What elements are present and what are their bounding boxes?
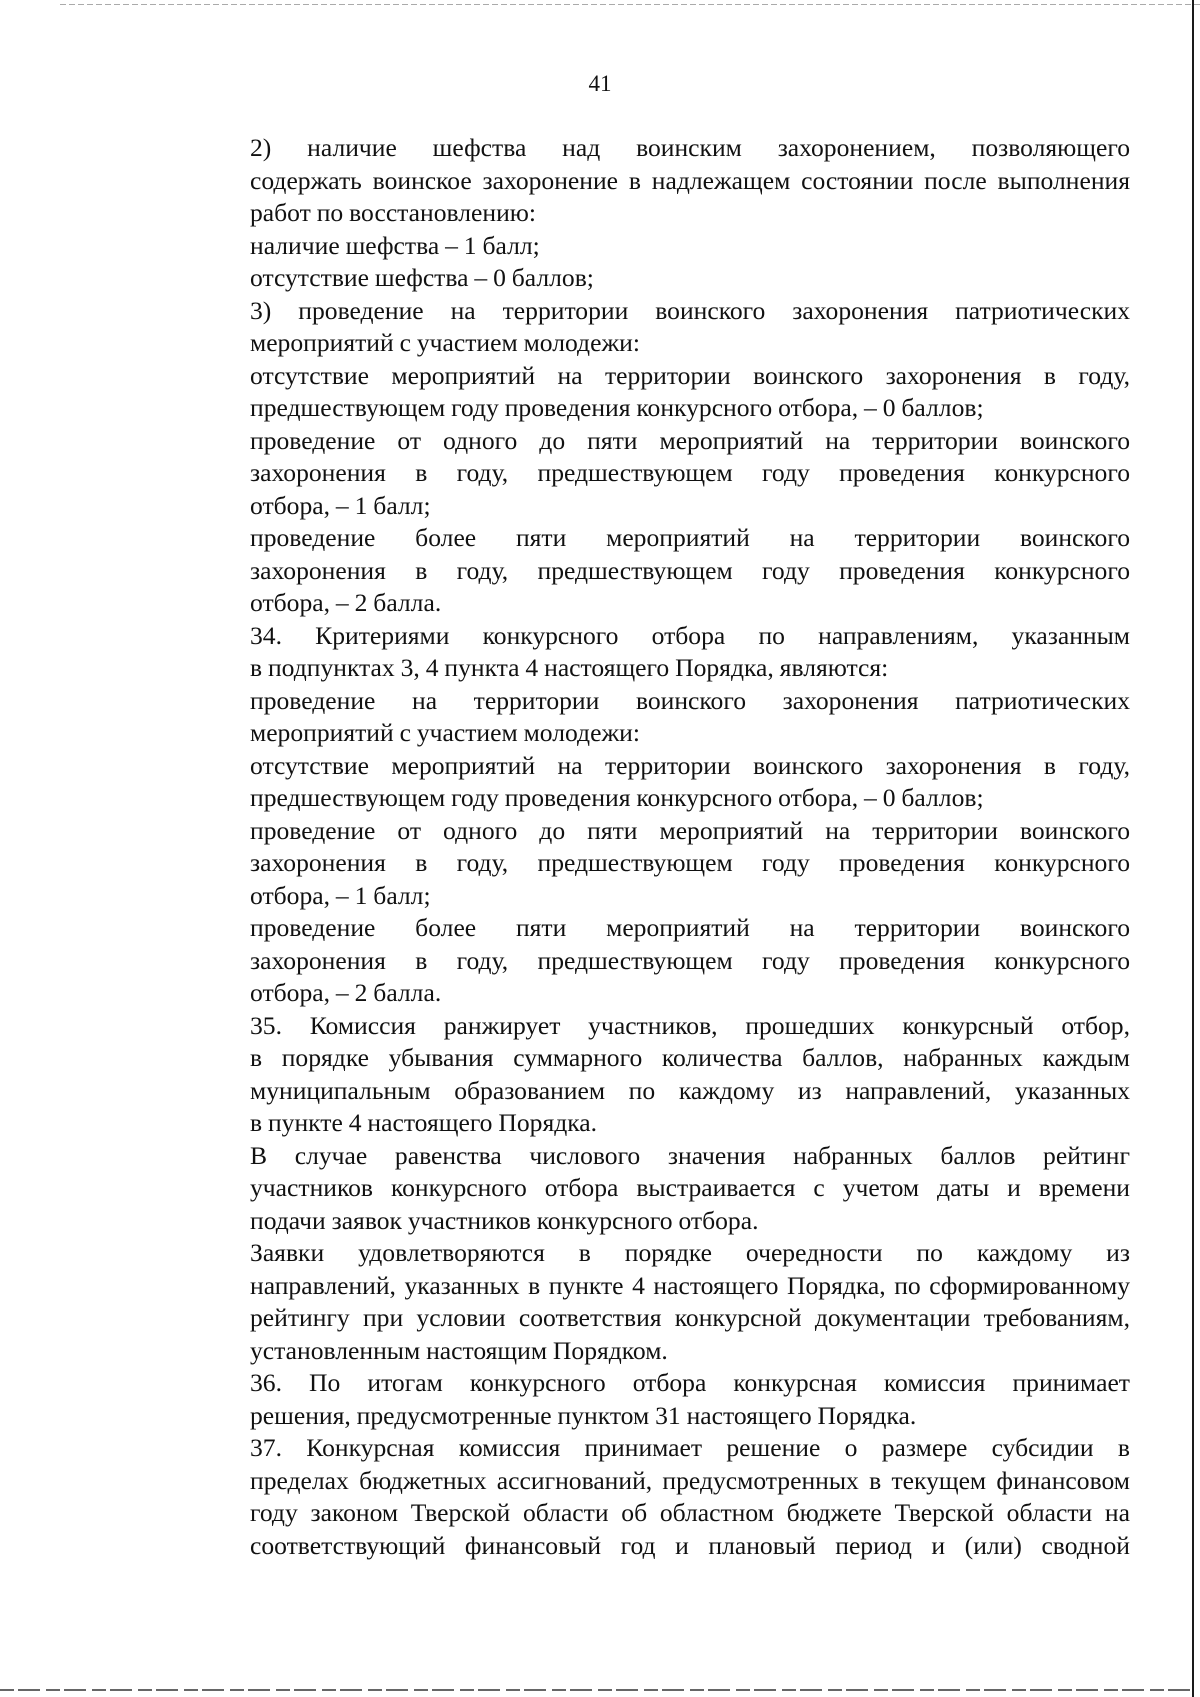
text-line: 36. По итогам конкурсного отбора конкурсная комиссия принимает	[250, 1368, 1130, 1397]
text-line: в порядке убывания суммарного количества баллов, набранных каждым	[250, 1043, 1130, 1072]
paragraph	[177, 815, 1130, 913]
text-line: отбора, – 2 балла.	[250, 588, 442, 617]
scan-edge-bottom	[0, 1689, 1192, 1691]
text-line: проведение от одного до пяти мероприятий на территории воинского	[250, 425, 1130, 455]
text-line: 37. Конкурсная комиссия принимает решение о размере субсидии в	[250, 1433, 1130, 1462]
page-number: 41	[588, 71, 612, 96]
text-line: предшествующем году проведения конкурсного отбора, – 0 баллов;	[250, 783, 984, 812]
scan-edge-right	[1192, 0, 1194, 1697]
paragraph	[177, 912, 1130, 1010]
text-line: решения, предусмотренные пунктом 31 настоящего Порядка.	[250, 1400, 917, 1430]
text-line: отсутствие мероприятий на территории воинского захоронения в году,	[250, 750, 1130, 780]
text-line: 34. Критериями конкурсного отбора по направлениям, указанным	[250, 620, 1130, 650]
text-line: установленным настоящим Порядком.	[250, 1335, 668, 1365]
text-line: участников конкурсного отбора выстраивается с учетом даты и времени	[250, 1173, 1130, 1202]
text-line: работ по восстановлению:	[250, 198, 537, 227]
paragraph	[177, 262, 1130, 295]
text-line: захоронения в году, предшествующем году проведения конкурсного	[250, 555, 1130, 585]
text-line: предшествующем году проведения конкурсного отбора, – 0 баллов;	[250, 393, 984, 422]
text-line: 2) наличие шефства над воинским захоронением, позволяющего	[250, 133, 1130, 162]
text-line: отбора, – 1 балл;	[250, 490, 431, 520]
text-line: содержать воинское захоронение в надлежащем состоянии после выполнения	[250, 165, 1130, 195]
text-line: проведение на территории воинского захоронения патриотических	[250, 685, 1130, 715]
text-line: муниципальным образованием по каждому из направлений, указанных	[250, 1075, 1130, 1105]
paragraph	[177, 1432, 1130, 1562]
text-line: отсутствие шефства – 0 баллов;	[250, 263, 594, 292]
scan-edge-top	[60, 4, 1200, 5]
text-line: мероприятий с участием молодежи:	[250, 718, 640, 747]
paragraph	[177, 1140, 1130, 1238]
text-line: отсутствие мероприятий на территории воинского захоронения в году,	[250, 360, 1130, 390]
text-line: 35. Комиссия ранжирует участников, прошедших конкурсный отбор,	[250, 1010, 1130, 1040]
text-line: наличие шефства – 1 балл;	[250, 230, 540, 260]
text-line: подачи заявок участников конкурсного отбора.	[250, 1205, 759, 1235]
paragraph	[177, 360, 1130, 425]
text-line: отбора, – 2 балла.	[250, 978, 442, 1007]
text-line: захоронения в году, предшествующем году проведения конкурсного	[250, 848, 1130, 877]
paragraph	[177, 1010, 1130, 1140]
text-line: пределах бюджетных ассигнований, предусмотренных в текущем финансовом	[250, 1465, 1130, 1495]
paragraph	[177, 1237, 1130, 1367]
text-line: мероприятий с участием молодежи:	[250, 328, 640, 357]
text-line: соответствующий финансовый год и плановый период и (или) сводной	[250, 1530, 1130, 1560]
text-line: в пункте 4 настоящего Порядка.	[250, 1108, 598, 1137]
paragraph	[177, 750, 1130, 815]
text-line: захоронения в году, предшествующем году проведения конкурсного	[250, 458, 1130, 487]
text-line: рейтингу при условии соответствия конкурсной документации требованиям,	[250, 1303, 1130, 1332]
text-line: 3) проведение на территории воинского захоронения патриотических	[250, 295, 1130, 325]
text-line: проведение от одного до пяти мероприятий на территории воинского	[250, 815, 1130, 845]
text-line: Заявки удовлетворяются в порядке очередности по каждому из	[250, 1238, 1130, 1267]
paragraph	[177, 425, 1130, 523]
paragraph	[177, 295, 1130, 360]
paragraph	[177, 1367, 1130, 1432]
text-line: В случае равенства числового значения набранных баллов рейтинг	[250, 1140, 1130, 1170]
paragraph	[177, 685, 1130, 750]
text-line: проведение более пяти мероприятий на территории воинского	[250, 523, 1130, 552]
text-line: году законом Тверской области об областном бюджете Тверской области на	[250, 1498, 1130, 1527]
paragraph	[177, 230, 1130, 263]
text-line: в подпунктах 3, 4 пункта 4 настоящего Порядка, являются:	[250, 653, 889, 682]
text-line: проведение более пяти мероприятий на территории воинского	[250, 913, 1130, 942]
text-line: отбора, – 1 балл;	[250, 880, 431, 910]
text-line: захоронения в году, предшествующем году проведения конкурсного	[250, 945, 1130, 975]
document-body	[177, 132, 1130, 1562]
text-line: направлений, указанных в пункте 4 настоящего Порядка, по сформированному	[250, 1270, 1130, 1300]
paragraph	[177, 132, 1130, 230]
paragraph	[177, 620, 1130, 685]
paragraph	[177, 522, 1130, 620]
